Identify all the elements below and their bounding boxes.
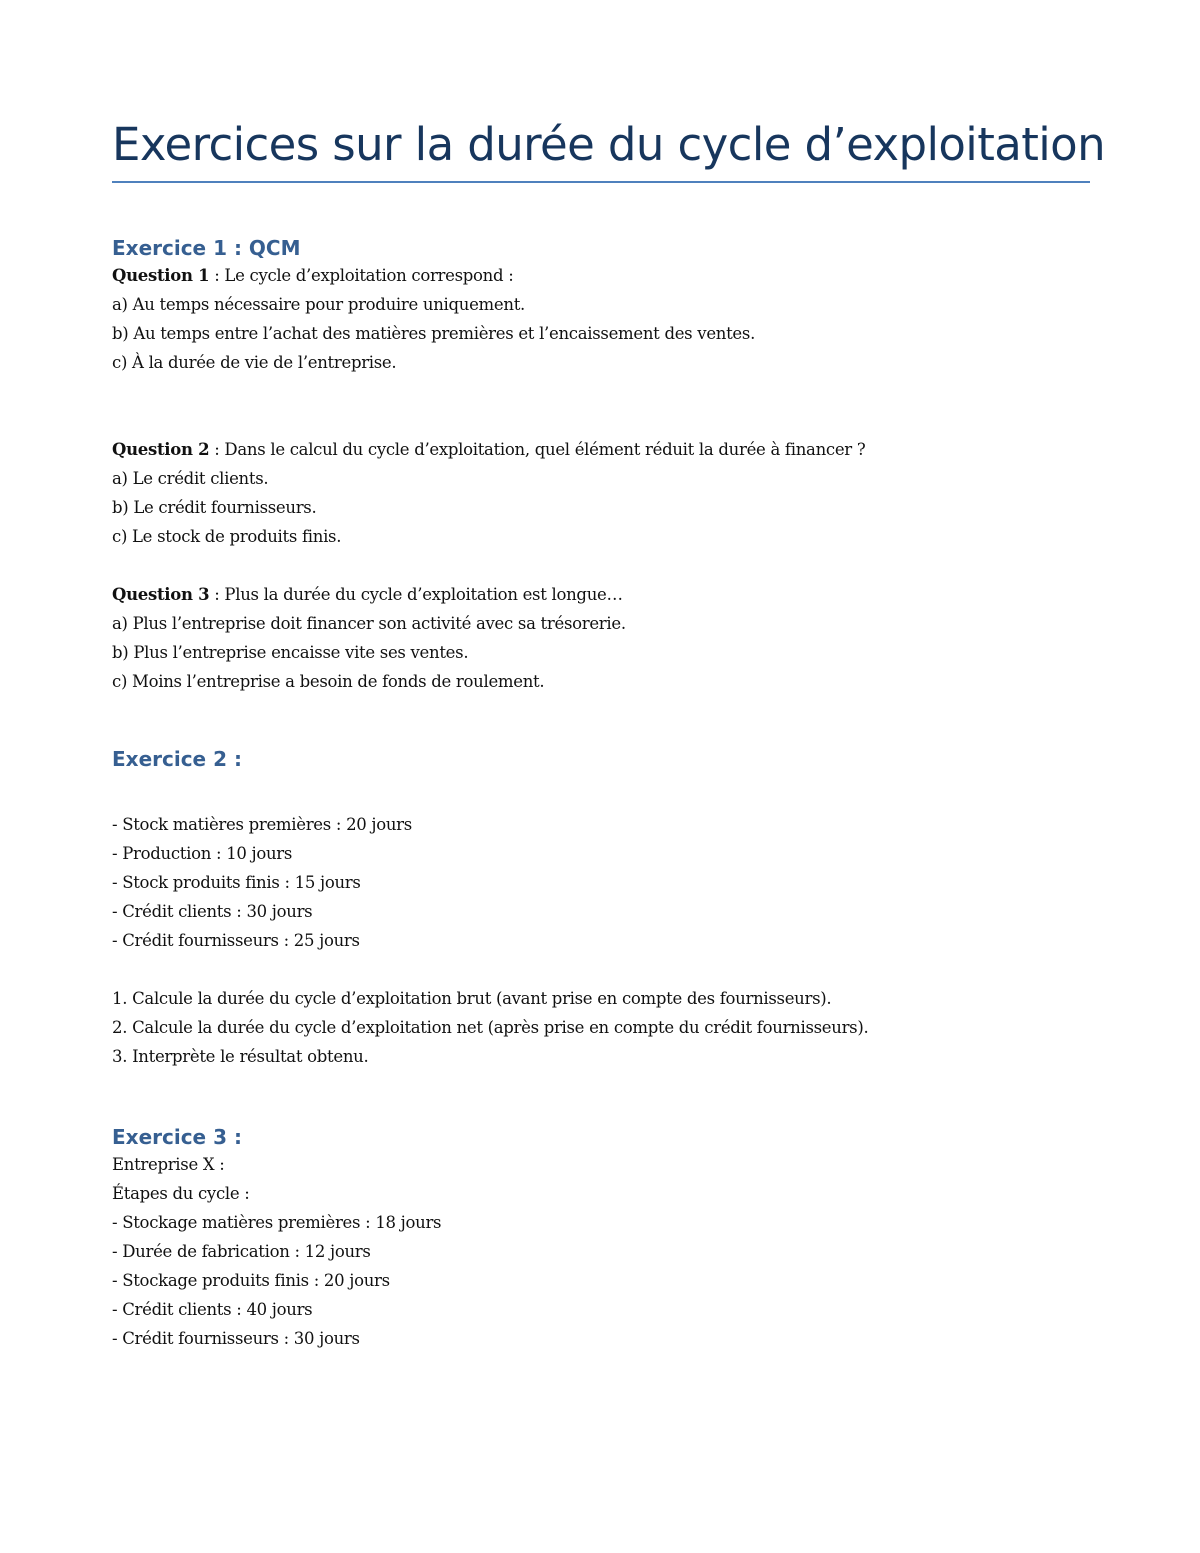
exercise-2-task-list bbox=[112, 984, 1090, 1071]
spacer bbox=[112, 551, 1090, 580]
list-item: - Crédit clients : 40 jours bbox=[112, 1300, 313, 1319]
list-item: - Crédit clients : 30 jours bbox=[112, 902, 313, 921]
question-2-label: Question 2 bbox=[112, 440, 210, 459]
question-1-option-a: a) Au temps nécessaire pour produire uniquement. bbox=[112, 295, 525, 314]
question-2-option-b: b) Le crédit fournisseurs. bbox=[112, 498, 317, 517]
exercise-1 bbox=[112, 235, 1090, 696]
question-3 bbox=[112, 580, 1090, 696]
list-item: - Stock matières premières : 20 jours bbox=[112, 815, 412, 834]
exercise-3 bbox=[112, 1124, 1090, 1353]
list-item: - Crédit fournisseurs : 30 jours bbox=[112, 1329, 360, 1348]
question-2-option-c: c) Le stock de produits finis. bbox=[112, 527, 342, 546]
task-item: 2. Calcule la durée du cycle d’exploitation net (après prise en compte du crédit fournisseurs). bbox=[112, 1018, 869, 1037]
question-2-option-a: a) Le crédit clients. bbox=[112, 469, 269, 488]
exercise-1-heading: Exercice 1 : QCM bbox=[112, 236, 301, 260]
question-3-option-a: a) Plus l’entreprise doit financer son activité avec sa trésorerie. bbox=[112, 614, 626, 633]
list-item: - Production : 10 jours bbox=[112, 844, 293, 863]
question-1-text: : Le cycle d’exploitation correspond : bbox=[209, 266, 514, 285]
exercise-3-heading: Exercice 3 : bbox=[112, 1125, 242, 1149]
list-item: - Crédit fournisseurs : 25 jours bbox=[112, 931, 360, 950]
list-item: - Stockage matières premières : 18 jours bbox=[112, 1213, 442, 1232]
question-1-option-b: b) Au temps entre l’achat des matières premières et l’encaissement des ventes. bbox=[112, 324, 756, 343]
question-3-option-b: b) Plus l’entreprise encaisse vite ses ventes. bbox=[112, 643, 469, 662]
question-3-label: Question 3 bbox=[112, 585, 210, 604]
exercise-2-data-list bbox=[112, 810, 1090, 955]
question-1 bbox=[112, 261, 1090, 377]
question-3-prompt bbox=[112, 580, 1090, 609]
question-2 bbox=[112, 435, 1090, 551]
question-2-text: : Dans le calcul du cycle d’exploitation, quel élément réduit la durée à financer ? bbox=[209, 440, 866, 459]
task-item: 3. Interprète le résultat obtenu. bbox=[112, 1047, 369, 1066]
exercise-3-steps-label: Étapes du cycle : bbox=[112, 1184, 250, 1203]
exercise-2 bbox=[112, 746, 1090, 1071]
question-1-prompt bbox=[112, 261, 1090, 290]
list-item: - Stock produits finis : 15 jours bbox=[112, 873, 361, 892]
spacer bbox=[112, 955, 1090, 984]
list-item: - Durée de fabrication : 12 jours bbox=[112, 1242, 371, 1261]
spacer bbox=[112, 772, 1090, 810]
question-3-option-c: c) Moins l’entreprise a besoin de fonds de roulement. bbox=[112, 672, 545, 691]
question-3-text: : Plus la durée du cycle d’exploitation est longue… bbox=[209, 585, 623, 604]
task-item: 1. Calcule la durée du cycle d’exploitation brut (avant prise en compte des fournisseurs). bbox=[112, 989, 832, 1008]
exercise-3-data-list bbox=[112, 1208, 1090, 1353]
question-1-label: Question 1 bbox=[112, 266, 210, 285]
question-1-option-c: c) À la durée de vie de l’entreprise. bbox=[112, 353, 397, 372]
exercise-2-heading: Exercice 2 : bbox=[112, 747, 242, 771]
document-title: Exercices sur la durée du cycle d’exploitation bbox=[112, 118, 1106, 171]
spacer bbox=[112, 377, 1090, 435]
question-2-prompt bbox=[112, 435, 1090, 464]
exercise-3-company: Entreprise X : bbox=[112, 1155, 225, 1174]
title-underline bbox=[112, 181, 1090, 183]
list-item: - Stockage produits finis : 20 jours bbox=[112, 1271, 390, 1290]
